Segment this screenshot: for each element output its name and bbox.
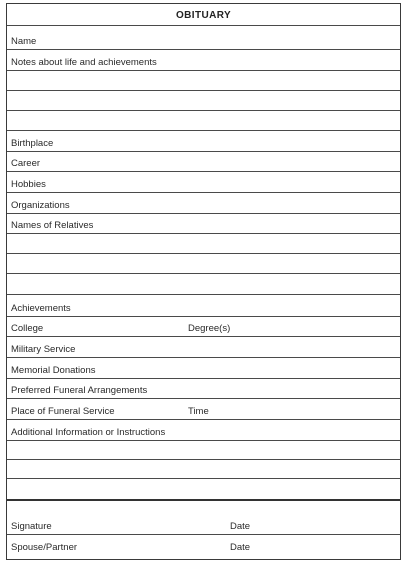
additional-label: Additional Information or Instructions bbox=[11, 427, 166, 438]
spouse-date-label: Date bbox=[230, 542, 251, 553]
arrangements-line[interactable] bbox=[7, 398, 400, 399]
signature-divider bbox=[7, 499, 400, 501]
hobbies-line[interactable] bbox=[7, 192, 400, 193]
notes-line-2[interactable] bbox=[7, 90, 400, 91]
signature-label: Signature bbox=[11, 521, 52, 532]
name-line[interactable] bbox=[7, 49, 400, 50]
achievements-line[interactable] bbox=[7, 316, 400, 317]
relatives-line-2[interactable] bbox=[7, 253, 400, 254]
time-label: Time bbox=[188, 406, 209, 417]
obituary-form bbox=[6, 3, 401, 560]
military-label: Military Service bbox=[11, 344, 76, 355]
memorial-line[interactable] bbox=[7, 378, 400, 379]
college-line[interactable] bbox=[7, 336, 400, 337]
spouse-label: Spouse/Partner bbox=[11, 542, 78, 553]
organizations-line[interactable] bbox=[7, 213, 400, 214]
military-line[interactable] bbox=[7, 357, 400, 358]
achievements-label: Achievements bbox=[11, 303, 71, 314]
additional-line-2[interactable] bbox=[7, 459, 400, 460]
birthplace-label: Birthplace bbox=[11, 138, 54, 149]
memorial-label: Memorial Donations bbox=[11, 365, 96, 376]
college-label: College bbox=[11, 323, 44, 334]
organizations-label: Organizations bbox=[11, 200, 70, 211]
birthplace-line[interactable] bbox=[7, 151, 400, 152]
rule bbox=[7, 25, 400, 26]
relatives-line-4[interactable] bbox=[7, 294, 400, 295]
career-line[interactable] bbox=[7, 171, 400, 172]
place-label: Place of Funeral Service bbox=[11, 406, 115, 417]
notes-line-4[interactable] bbox=[7, 130, 400, 131]
relatives-line-3[interactable] bbox=[7, 273, 400, 274]
relatives-line-1[interactable] bbox=[7, 233, 400, 234]
relatives-label: Names of Relatives bbox=[11, 220, 94, 231]
notes-line-1[interactable] bbox=[7, 70, 400, 71]
additional-line-1[interactable] bbox=[7, 440, 400, 441]
hobbies-label: Hobbies bbox=[11, 179, 46, 190]
notes-label: Notes about life and achievements bbox=[11, 57, 157, 68]
career-label: Career bbox=[11, 158, 41, 169]
additional-line-3[interactable] bbox=[7, 478, 400, 479]
form-title: OBITUARY bbox=[175, 10, 232, 21]
name-label: Name bbox=[11, 36, 37, 47]
signature-date-label: Date bbox=[230, 521, 251, 532]
notes-line-3[interactable] bbox=[7, 110, 400, 111]
degrees-label: Degree(s) bbox=[188, 323, 231, 334]
signature-line[interactable] bbox=[7, 534, 400, 535]
arrangements-label: Preferred Funeral Arrangements bbox=[11, 385, 148, 396]
place-line[interactable] bbox=[7, 419, 400, 420]
